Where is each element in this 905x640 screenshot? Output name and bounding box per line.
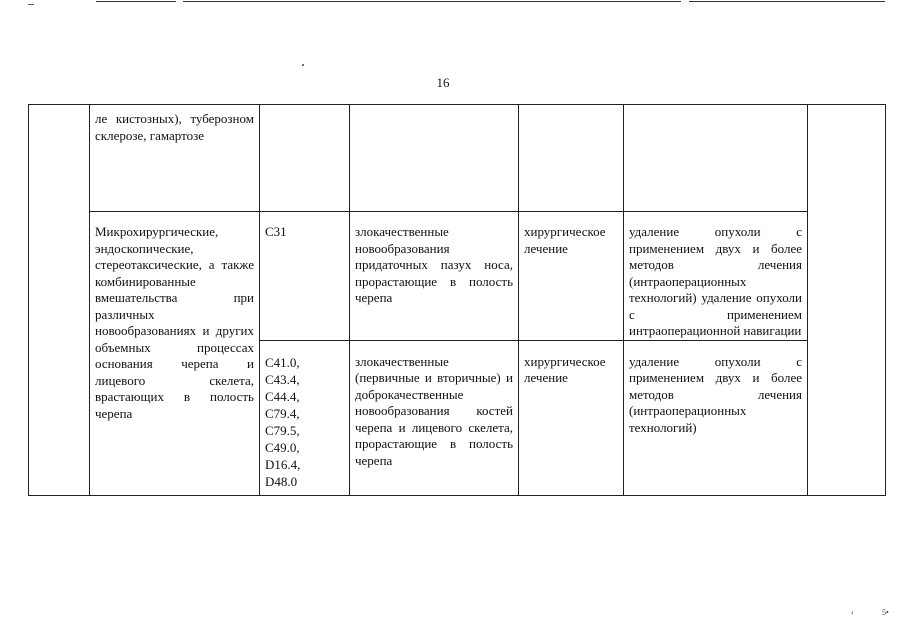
code-item: C79.4, — [265, 405, 300, 421]
procedure-cell — [624, 105, 808, 212]
footer-mark-left: ‹ — [851, 608, 854, 617]
code-item: C41.0, — [265, 354, 300, 370]
code-item: C43.4, — [265, 371, 300, 387]
code-item: C79.5, — [265, 422, 300, 438]
treatment-cell — [519, 105, 624, 212]
table-row — [29, 105, 886, 212]
code-item: C44.4, — [265, 388, 300, 404]
method-cell: ле кистозных), туберозном склерозе, гамартозе — [90, 105, 260, 212]
treatment-cell: хирургическое лечение — [519, 212, 624, 341]
code-cell — [260, 340, 350, 495]
method-cell: Микрохирургические, эндоскопические, стереотаксические, а также комбинированные вмешательства при различных новообразованиях и других объемных процессах основания черепа и лицевого скелета, врастающих в полость черепа — [90, 212, 260, 496]
code-item: D48.0 — [265, 473, 298, 489]
header-rule-right — [689, 1, 885, 2]
top-corner-mark — [28, 4, 34, 5]
diagnosis-cell: злокачественные (первичные и вторичные) и доброкачественные новообразования костей черепа и лицевого скелета, прорастающие в полость черепа — [350, 340, 519, 495]
code-item: C49.0, — [265, 439, 300, 455]
header-rule-middle — [183, 1, 681, 2]
page-number: 16 — [436, 75, 450, 90]
code-item: D16.4, — [265, 456, 301, 472]
footer-mark-right: 5• — [882, 608, 889, 617]
header-rule-left — [96, 1, 176, 2]
procedure-cell: удаление опухоли с применением двух и более методов лечения (интраоперационных технологий) — [624, 340, 808, 495]
index-cell — [29, 105, 90, 496]
procedure-cell: удаление опухоли с применением двух и более методов лечения (интраоперационных технологий) удаление опухоли с применением интраоперационной навигации — [624, 212, 808, 341]
treatment-table — [28, 104, 886, 496]
extra-cell — [808, 105, 886, 496]
code-cell — [260, 105, 350, 212]
diagnosis-cell — [350, 105, 519, 212]
treatment-cell: хирургическое лечение — [519, 340, 624, 495]
table-row — [29, 212, 886, 341]
code-cell: C31 — [260, 212, 350, 341]
diagnosis-cell: злокачественные новообразования придаточных пазух носа, прорастающие в полость черепа — [350, 212, 519, 341]
scan-speck — [302, 64, 304, 66]
